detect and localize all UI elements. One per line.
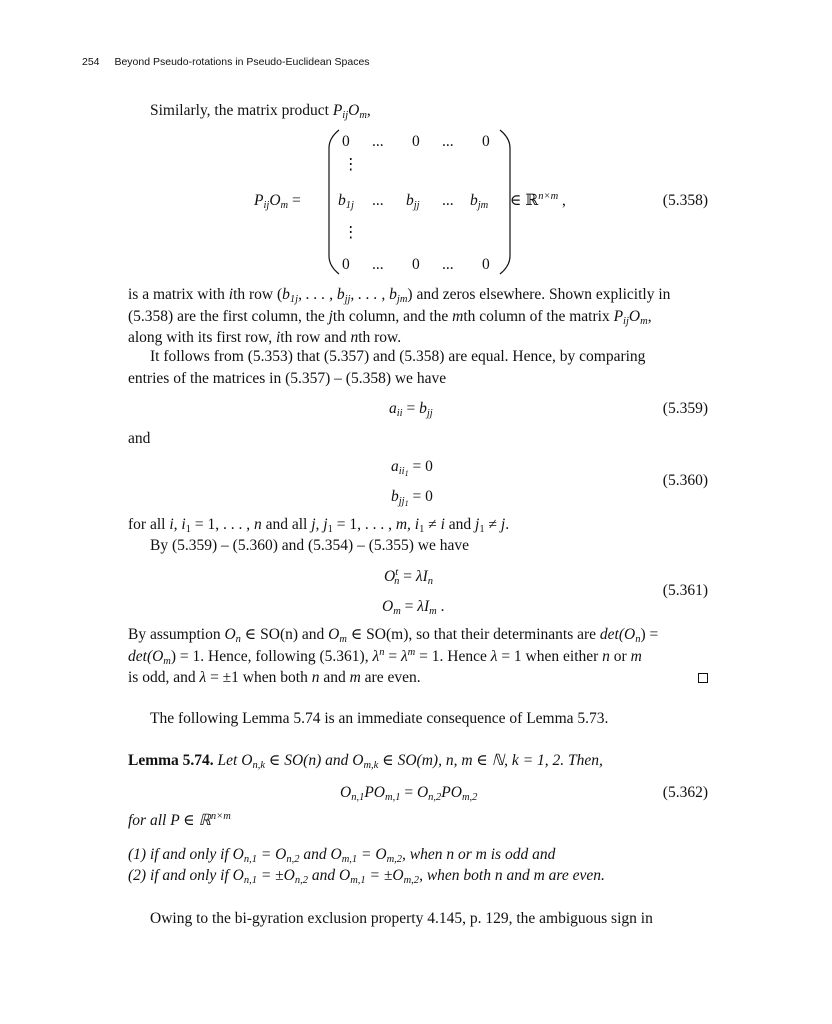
vdots-2: ⋮	[343, 224, 359, 241]
paragraph-5: The following Lemma 5.74 is an immediate consequence of Lemma 5.73.	[150, 710, 609, 727]
vdots-1: ⋮	[343, 156, 359, 173]
paragraph-1: is a matrix with ith row ($b_{1j}$, . . . , $b_{jj}$, . . . , $b_{jm}$) and zeros elsewhere. Shown explicitly in (5.358) are the first column, the jth column, and the mth column of the matrix $P_{ij}O_m$, along with its first row, ith row and nth row.	[128, 286, 671, 346]
paragraph-3: By (5.359) – (5.360) and (5.354) – (5.355) we have	[150, 537, 469, 554]
intro-line: Similarly, the matrix product $P_{ij}O_m$,	[150, 102, 371, 121]
running-header	[82, 56, 370, 68]
lemma-item-2: (2) if and only if $O_{n,1} = \pm O_{n,2}$ and $O_{m,1} = \pm O_{m,2}$, when both n and m are even.	[128, 867, 605, 886]
paragraph-4: By assumption $O_n$ ∈ SO(n) and $O_m$ ∈ SO(m), so that their determinants are $\det(O_n)$ = $\det(O_m) = 1$. Hence, following (5.361), $\lambda^n = \lambda^m = 1$. Hence λ = 1 when either n or m is odd, and λ = ±1 when both n and m are even.	[128, 624, 708, 689]
equation-5360-a: $a_{ii_1} = 0$	[391, 458, 433, 478]
eq-number-5360: (5.360)	[662, 472, 708, 489]
lemma-forall: for all P ∈ ℝ$^{n\times m}$	[128, 811, 231, 829]
equation-5361-a: $O^t_n = \lambda I_n$	[384, 567, 433, 587]
page-number: 254	[82, 56, 100, 68]
matrix-lhs: $P_{ij}O_m$ =	[254, 192, 301, 211]
lemma-item-1: (1) if and only if $O_{n,1} = O_{n,2}$ and $O_{m,1} = O_{m,2}$, when n or m is odd and	[128, 846, 556, 865]
eq-number-5362: (5.362)	[662, 784, 708, 801]
paragraph-2: It follows from (5.353) that (5.357) and (5.358) are equal. Hence, by comparing entries of the matrices in (5.357) – (5.358) we have	[128, 348, 646, 387]
running-title: Beyond Pseudo-rotations in Pseudo-Euclidean Spaces	[114, 56, 370, 68]
lemma-statement: Lemma 5.74. Let $O_{n,k}$ ∈ SO(n) and $O_{m,k}$ ∈ SO(m), n, m ∈ ℕ, k = 1, 2. Then,	[128, 752, 603, 771]
paragraph-6: Owing to the bi-gyration exclusion property 4.145, p. 129, the ambiguous sign in	[150, 910, 653, 927]
matrix-rhs: ∈ ℝ$^{n\times m}$ ,	[510, 191, 566, 209]
equation-5359: $a_{ii} = b_{jj}$	[389, 400, 433, 419]
qed-square-icon	[698, 673, 708, 683]
and-word: and	[128, 430, 151, 447]
equation-5360-b: $b_{jj_1} = 0$	[391, 488, 433, 508]
lemma-title: Lemma 5.74.	[128, 752, 214, 769]
eq-number-5358: (5.358)	[662, 192, 708, 209]
eq-number-5359: (5.359)	[662, 400, 708, 417]
equation-5361-b: $O_m = \lambda I_m$ .	[382, 598, 445, 617]
eq-number-5361: (5.361)	[662, 582, 708, 599]
forall-line: for all i, $i_1 = 1$, . . . , n and all j, $j_1 = 1$, . . . , m, $i_1 \ne i$ and $j_1 \ne j$.	[128, 516, 510, 535]
equation-5362: $O_{n,1}PO_{m,1} = O_{n,2}PO_{m,2}$	[340, 784, 478, 803]
